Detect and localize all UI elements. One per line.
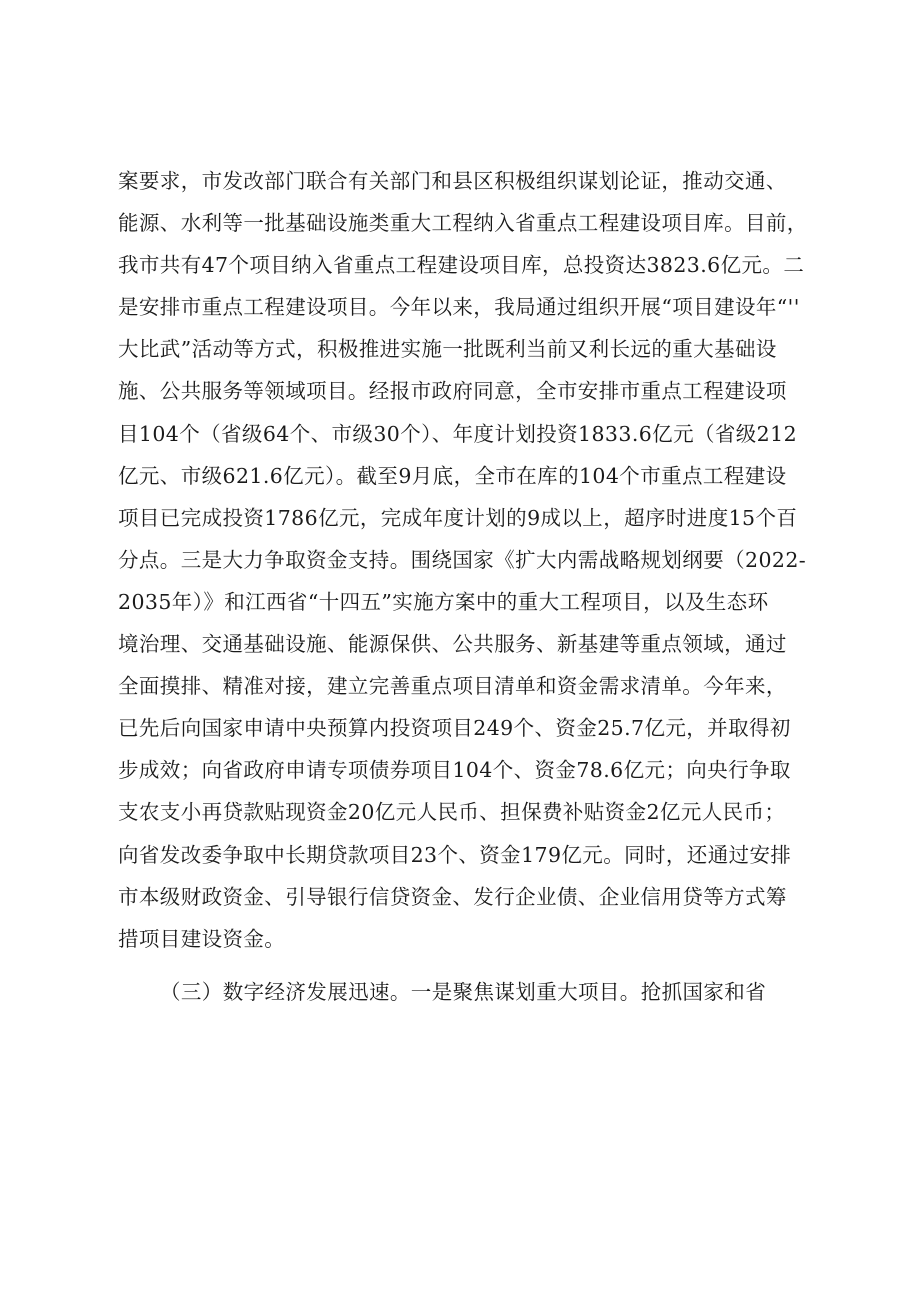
- text-line: 2035年）》和江西省“十四五”实施方案中的重大工程项目，以及生态环: [118, 589, 769, 614]
- text-line: 全面摸排、精准对接，建立完善重点项目清单和资金需求清单。今年来，: [118, 674, 787, 699]
- text-line: 能源、水利等一批基础设施类重大工程纳入省重点工程建设项目库。目前，: [118, 211, 808, 236]
- text-line: 市本级财政资金、引导银行信贷资金、发行企业债、企业信用贷等方式筹: [118, 884, 787, 909]
- text-line: 我市共有47个项目纳入省重点工程建设项目库，总投资达3823.6亿元。二: [118, 253, 805, 278]
- body-text: [118, 160, 808, 1013]
- text-line: 措项目建设资金。: [118, 926, 286, 951]
- text-line: 向省发改委争取中长期贷款项目23个、资金179亿元。同时，还通过安排: [118, 842, 792, 867]
- text-line: 施、公共服务等领域项目。经报市政府同意，全市安排市重点工程建设项: [118, 379, 787, 404]
- text-line: 亿元、市级621.6亿元）。截至9月底，全市在库的104个市重点工程建设: [118, 463, 787, 488]
- section-heading-line: （三）数字经济发展迅速。一是聚焦谋划重大项目。抢抓国家和省: [160, 979, 767, 1004]
- text-line: 项目已完成投资1786亿元，完成年度计划的9成以上，超序时进度15个百: [118, 505, 798, 530]
- text-line: 步成效；向省政府申请专项债券项目104个、资金78.6亿元；向央行争取: [118, 758, 791, 783]
- text-line: 大比武”活动等方式，积极推进实施一批既利当前又利长远的重大基础设: [118, 337, 777, 362]
- text-line: 已先后向国家申请中央预算内投资项目249个、资金25.7亿元，并取得初: [118, 716, 791, 741]
- text-line: 支农支小再贷款贴现资金20亿元人民币、担保费补贴资金2亿元人民币；: [118, 800, 786, 825]
- text-line: 境治理、交通基础设施、能源保供、公共服务、新基建等重点领域，通过: [118, 632, 787, 657]
- text-line: 案要求，市发改部门联合有关部门和县区积极组织谋划论证，推动交通、: [118, 169, 787, 193]
- text-line: 目104个（省级64个、市级30个）、年度计划投资1833.6亿元（省级212: [118, 421, 798, 446]
- text-line: 分点。三是大力争取资金支持。围绕国家《扩大内需战略规划纲要（2022-: [118, 547, 807, 572]
- text-line: 是安排市重点工程建设项目。今年以来，我局通过组织开展“项目建设年“'': [118, 295, 800, 320]
